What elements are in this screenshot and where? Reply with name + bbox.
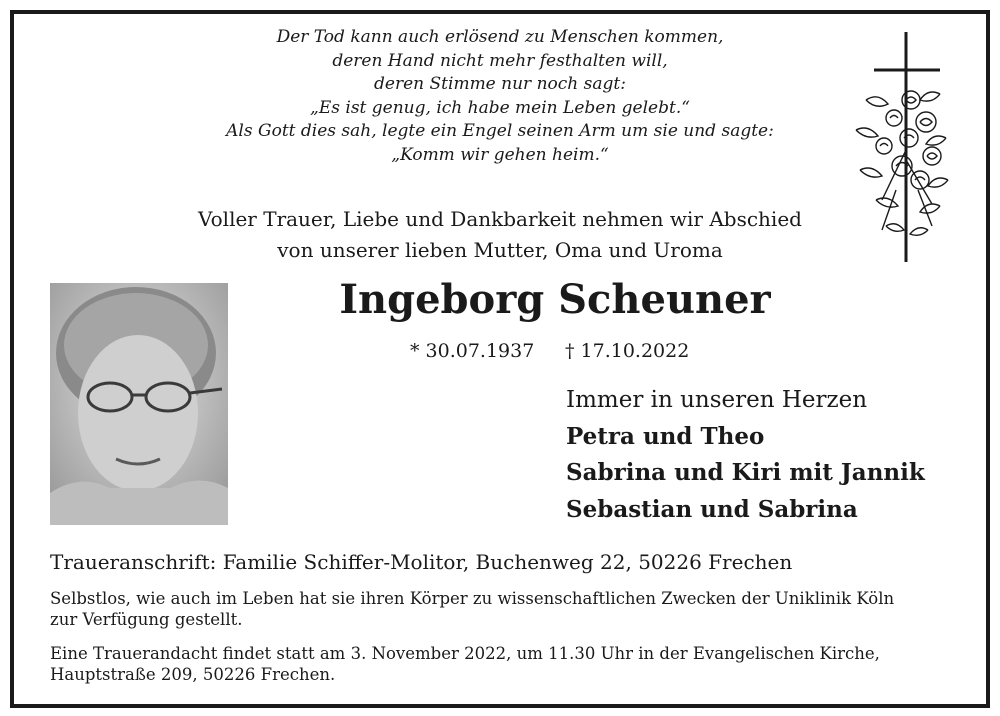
birth-date: * 30.07.1937	[410, 340, 535, 362]
note-line: Hauptstraße 209, 50226 Frechen.	[50, 665, 336, 684]
mourning-address: Traueranschrift: Familie Schiffer-Molitor, Buchenweg 22, 50226 Frechen	[50, 550, 793, 574]
poem-line: „Komm wir gehen heim.“	[391, 144, 609, 165]
deceased-name: Ingeborg Scheuner	[339, 276, 771, 323]
poem-line: Als Gott dies sah, legte ein Engel seinen Arm um sie und sagte:	[226, 121, 774, 142]
family-lead: Immer in unseren Herzen	[566, 387, 868, 413]
poem-line: deren Stimme nur noch sagt:	[374, 74, 626, 95]
poem	[185, 26, 815, 168]
note-line: Eine Trauerandacht findet statt am 3. November 2022, um 11.30 Uhr in der Evangelischen Kirche,	[50, 644, 880, 663]
portrait-photo	[50, 283, 228, 525]
family-member: Sebastian und Sabrina	[566, 495, 858, 523]
intro-line: Voller Trauer, Liebe und Dankbarkeit nehmen wir Abschied	[198, 207, 802, 231]
death-date: † 17.10.2022	[565, 340, 690, 362]
family-member: Petra und Theo	[566, 422, 765, 450]
body-donation-note	[50, 588, 950, 630]
intro-text	[160, 204, 840, 266]
family-member: Sabrina und Kiri mit Jannik	[566, 459, 925, 486]
family-block	[566, 382, 925, 528]
note-line: zur Verfügung gestellt.	[50, 610, 243, 629]
poem-line: „Es ist genug, ich habe mein Leben gelebt.“	[310, 97, 690, 118]
portrait-illustration	[50, 283, 228, 525]
poem-line: Der Tod kann auch erlösend zu Menschen kommen,	[276, 27, 724, 47]
note-line: Selbstlos, wie auch im Leben hat sie ihren Körper zu wissenschaftlichen Zwecken der Uniklinik Köln	[50, 589, 895, 608]
cross-with-roses-icon	[836, 30, 956, 266]
poem-line: deren Hand nicht mehr festhalten will,	[332, 50, 668, 71]
intro-line: von unserer lieben Mutter, Oma und Uroma	[277, 238, 723, 262]
service-note	[50, 643, 950, 685]
